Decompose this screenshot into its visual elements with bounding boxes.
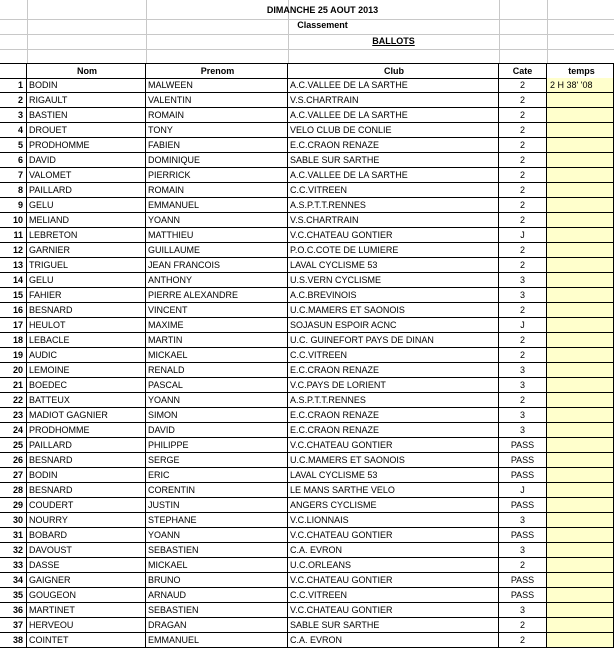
nom-cell: BASTIEN xyxy=(27,108,146,123)
cate-cell: PASS xyxy=(499,453,547,468)
nom-cell: HEULOT xyxy=(27,318,146,333)
club-cell: E.C.CRAON RENAZE xyxy=(288,408,499,423)
temps-cell xyxy=(547,528,614,543)
cate-cell: 2 xyxy=(499,153,547,168)
cate-cell: 2 xyxy=(499,303,547,318)
cate-cell: 2 xyxy=(499,123,547,138)
prenom-cell: ERIC xyxy=(146,468,288,483)
rank-cell: 38 xyxy=(0,633,27,648)
prenom-cell: TONY xyxy=(146,123,288,138)
prenom-cell: ROMAIN xyxy=(146,108,288,123)
temps-cell xyxy=(547,138,614,153)
prenom-cell: MARTIN xyxy=(146,333,288,348)
rank-cell: 13 xyxy=(0,258,27,273)
club-cell: A.C.BREVINOIS xyxy=(288,288,499,303)
nom-cell: LEBACLE xyxy=(27,333,146,348)
club-cell: C.A. EVRON xyxy=(288,633,499,648)
club-cell: P.O.C.COTE DE LUMIERE xyxy=(288,243,499,258)
prenom-cell: EMMANUEL xyxy=(146,633,288,648)
temps-cell xyxy=(547,423,614,438)
club-cell: V.C.CHATEAU GONTIER xyxy=(288,528,499,543)
sheet-subtitle: Classement xyxy=(297,20,348,30)
prenom-cell: BRUNO xyxy=(146,573,288,588)
table-row xyxy=(0,483,614,498)
grid-line xyxy=(0,34,614,35)
temps-cell xyxy=(547,288,614,303)
temps-cell xyxy=(547,243,614,258)
rank-cell: 37 xyxy=(0,618,27,633)
club-cell: SOJASUN ESPOIR ACNC xyxy=(288,318,499,333)
table-row xyxy=(0,558,614,573)
prenom-cell: VALENTIN xyxy=(146,93,288,108)
temps-cell xyxy=(547,603,614,618)
temps-cell xyxy=(547,318,614,333)
nom-cell: PAILLARD xyxy=(27,438,146,453)
prenom-cell: MALWEEN xyxy=(146,78,288,93)
club-cell: ANGERS CYCLISME xyxy=(288,498,499,513)
temps-cell xyxy=(547,183,614,198)
table-row xyxy=(0,213,614,228)
nom-cell: GARNIER xyxy=(27,243,146,258)
table-row xyxy=(0,153,614,168)
prenom-cell: ARNAUD xyxy=(146,588,288,603)
cate-cell: 2 xyxy=(499,558,547,573)
club-cell: LAVAL CYCLISME 53 xyxy=(288,468,499,483)
table-row xyxy=(0,423,614,438)
rank-cell: 9 xyxy=(0,198,27,213)
nom-cell: DAVOUST xyxy=(27,543,146,558)
prenom-cell: SERGE xyxy=(146,453,288,468)
club-cell: U.C.MAMERS ET SAONOIS xyxy=(288,453,499,468)
cate-cell: J xyxy=(499,228,547,243)
rank-cell: 30 xyxy=(0,513,27,528)
club-cell: C.C.VITREEN xyxy=(288,348,499,363)
club-cell: V.C.LIONNAIS xyxy=(288,513,499,528)
cate-cell: 2 xyxy=(499,243,547,258)
rank-cell: 16 xyxy=(0,303,27,318)
table-row xyxy=(0,273,614,288)
temps-cell xyxy=(547,438,614,453)
cate-cell: 3 xyxy=(499,513,547,528)
rank-cell: 3 xyxy=(0,108,27,123)
table-row xyxy=(0,78,614,93)
table-row xyxy=(0,288,614,303)
temps-cell xyxy=(547,198,614,213)
cate-cell: PASS xyxy=(499,438,547,453)
rank-cell: 12 xyxy=(0,243,27,258)
rank-cell: 6 xyxy=(0,153,27,168)
cate-cell: 3 xyxy=(499,408,547,423)
rank-cell: 34 xyxy=(0,573,27,588)
rank-cell: 25 xyxy=(0,438,27,453)
temps-cell xyxy=(547,108,614,123)
table-row xyxy=(0,228,614,243)
temps-cell xyxy=(547,573,614,588)
temps-cell xyxy=(547,153,614,168)
grid-line xyxy=(27,0,28,63)
rank-cell: 10 xyxy=(0,213,27,228)
prenom-cell: ANTHONY xyxy=(146,273,288,288)
prenom-cell: MATTHIEU xyxy=(146,228,288,243)
rank-cell: 15 xyxy=(0,288,27,303)
table-row xyxy=(0,603,614,618)
cate-cell: 2 xyxy=(499,633,547,648)
club-cell: SABLE SUR SARTHE xyxy=(288,153,499,168)
nom-cell: NOURRY xyxy=(27,513,146,528)
rank-header xyxy=(0,64,27,79)
nom-cell: PRODHOMME xyxy=(27,138,146,153)
table-row xyxy=(0,588,614,603)
cate-cell: 2 xyxy=(499,108,547,123)
rank-cell: 28 xyxy=(0,483,27,498)
table-row xyxy=(0,303,614,318)
cate-header: Cate xyxy=(499,64,547,79)
club-cell: V.C.CHATEAU GONTIER xyxy=(288,603,499,618)
temps-cell xyxy=(547,378,614,393)
temps-cell xyxy=(547,513,614,528)
grid-line xyxy=(499,0,500,63)
club-cell: A.S.P.T.T.RENNES xyxy=(288,393,499,408)
nom-cell: COUDERT xyxy=(27,498,146,513)
cate-cell: PASS xyxy=(499,468,547,483)
temps-cell xyxy=(547,393,614,408)
rank-cell: 5 xyxy=(0,138,27,153)
club-cell: SABLE SUR SARTHE xyxy=(288,618,499,633)
cate-cell: 3 xyxy=(499,543,547,558)
prenom-cell: GUILLAUME xyxy=(146,243,288,258)
table-row xyxy=(0,198,614,213)
club-cell: LAVAL CYCLISME 53 xyxy=(288,258,499,273)
cate-cell: J xyxy=(499,483,547,498)
nom-cell: LEMOINE xyxy=(27,363,146,378)
table-row xyxy=(0,123,614,138)
club-cell: V.C.CHATEAU GONTIER xyxy=(288,438,499,453)
rank-cell: 11 xyxy=(0,228,27,243)
rank-cell: 7 xyxy=(0,168,27,183)
nom-cell: BOBARD xyxy=(27,528,146,543)
rank-cell: 20 xyxy=(0,363,27,378)
cate-cell: PASS xyxy=(499,528,547,543)
table-row xyxy=(0,93,614,108)
nom-cell: GELU xyxy=(27,273,146,288)
club-cell: E.C.CRAON RENAZE xyxy=(288,138,499,153)
nom-cell: DASSE xyxy=(27,558,146,573)
prenom-cell: VINCENT xyxy=(146,303,288,318)
table-row xyxy=(0,108,614,123)
temps-cell xyxy=(547,303,614,318)
nom-cell: BODIN xyxy=(27,78,146,93)
cate-cell: 3 xyxy=(499,273,547,288)
prenom-cell: MICKAEL xyxy=(146,558,288,573)
table-row xyxy=(0,333,614,348)
nom-cell: COINTET xyxy=(27,633,146,648)
prenom-cell: YOANN xyxy=(146,393,288,408)
nom-cell: BODIN xyxy=(27,468,146,483)
table-row xyxy=(0,393,614,408)
nom-cell: TRIGUEL xyxy=(27,258,146,273)
rank-cell: 36 xyxy=(0,603,27,618)
prenom-cell: PHILIPPE xyxy=(146,438,288,453)
rank-cell: 19 xyxy=(0,348,27,363)
cate-cell: 2 xyxy=(499,348,547,363)
prenom-cell: SEBASTIEN xyxy=(146,543,288,558)
table-row xyxy=(0,498,614,513)
cate-cell: 2 xyxy=(499,198,547,213)
club-cell: C.A. EVRON xyxy=(288,543,499,558)
nom-cell: MELIAND xyxy=(27,213,146,228)
club-cell: U.S.VERN CYCLISME xyxy=(288,273,499,288)
table-row xyxy=(0,513,614,528)
rank-cell: 4 xyxy=(0,123,27,138)
temps-header: temps xyxy=(547,64,614,79)
cate-cell: 2 xyxy=(499,258,547,273)
table-row xyxy=(0,633,614,648)
table-row xyxy=(0,468,614,483)
club-cell: A.C.VALLEE DE LA SARTHE xyxy=(288,78,499,93)
prenom-cell: JUSTIN xyxy=(146,498,288,513)
club-cell: LE MANS SARTHE VELO xyxy=(288,483,499,498)
rank-cell: 32 xyxy=(0,543,27,558)
nom-cell: PRODHOMME xyxy=(27,423,146,438)
nom-cell: RIGAULT xyxy=(27,93,146,108)
temps-cell xyxy=(547,633,614,648)
club-cell: C.C.VITREEN xyxy=(288,588,499,603)
rank-cell: 21 xyxy=(0,378,27,393)
table-row xyxy=(0,408,614,423)
table-header xyxy=(0,63,614,79)
club-cell: V.S.CHARTRAIN xyxy=(288,93,499,108)
table-row xyxy=(0,168,614,183)
prenom-cell: PIERRICK xyxy=(146,168,288,183)
cate-cell: 2 xyxy=(499,213,547,228)
table-row xyxy=(0,573,614,588)
cate-cell: 2 xyxy=(499,183,547,198)
prenom-cell: DOMINIQUE xyxy=(146,153,288,168)
cate-cell: 3 xyxy=(499,288,547,303)
event-date: DIMANCHE 25 AOUT 2013 xyxy=(266,5,379,15)
prenom-cell: YOANN xyxy=(146,213,288,228)
club-cell: V.C.CHATEAU GONTIER xyxy=(288,573,499,588)
temps-cell: 2 H 38' '08 xyxy=(547,78,614,93)
nom-cell: LEBRETON xyxy=(27,228,146,243)
cate-cell: 2 xyxy=(499,618,547,633)
temps-cell xyxy=(547,348,614,363)
temps-cell xyxy=(547,543,614,558)
nom-cell: FAHIER xyxy=(27,288,146,303)
prenom-cell: STEPHANE xyxy=(146,513,288,528)
club-cell: U.C.ORLEANS xyxy=(288,558,499,573)
cate-cell: 3 xyxy=(499,363,547,378)
nom-cell: MARTINET xyxy=(27,603,146,618)
cate-cell: 2 xyxy=(499,93,547,108)
club-cell: A.C.VALLEE DE LA SARTHE xyxy=(288,108,499,123)
club-cell: U.C. GUINEFORT PAYS DE DINAN xyxy=(288,333,499,348)
temps-cell xyxy=(547,453,614,468)
table-row xyxy=(0,543,614,558)
club-header: Club xyxy=(288,64,499,79)
prenom-cell: FABIEN xyxy=(146,138,288,153)
prenom-cell: MAXIME xyxy=(146,318,288,333)
table-row xyxy=(0,183,614,198)
rank-cell: 24 xyxy=(0,423,27,438)
club-cell: V.C.CHATEAU GONTIER xyxy=(288,228,499,243)
nom-cell: BESNARD xyxy=(27,303,146,318)
nom-cell: GELU xyxy=(27,198,146,213)
table-row xyxy=(0,348,614,363)
club-cell: A.C.VALLEE DE LA SARTHE xyxy=(288,168,499,183)
temps-cell xyxy=(547,558,614,573)
temps-cell xyxy=(547,258,614,273)
club-cell: V.S.CHARTRAIN xyxy=(288,213,499,228)
nom-cell: BATTEUX xyxy=(27,393,146,408)
nom-cell: BESNARD xyxy=(27,453,146,468)
temps-cell xyxy=(547,363,614,378)
cate-cell: PASS xyxy=(499,588,547,603)
prenom-cell: DRAGAN xyxy=(146,618,288,633)
nom-cell: BESNARD xyxy=(27,483,146,498)
nom-cell: HERVEOU xyxy=(27,618,146,633)
rank-cell: 26 xyxy=(0,453,27,468)
rank-cell: 35 xyxy=(0,588,27,603)
rank-cell: 2 xyxy=(0,93,27,108)
nom-header: Nom xyxy=(27,64,146,79)
cate-cell: J xyxy=(499,318,547,333)
nom-cell: DAVID xyxy=(27,153,146,168)
club-cell: V.C.PAYS DE LORIENT xyxy=(288,378,499,393)
table-row xyxy=(0,528,614,543)
table-row xyxy=(0,438,614,453)
table-row xyxy=(0,378,614,393)
temps-cell xyxy=(547,588,614,603)
temps-cell xyxy=(547,333,614,348)
prenom-cell: DAVID xyxy=(146,423,288,438)
table-row xyxy=(0,138,614,153)
table-row xyxy=(0,618,614,633)
prenom-cell: RENALD xyxy=(146,363,288,378)
nom-cell: DROUET xyxy=(27,123,146,138)
cate-cell: 3 xyxy=(499,603,547,618)
nom-cell: BOEDEC xyxy=(27,378,146,393)
temps-cell xyxy=(547,273,614,288)
club-cell: A.S.P.T.T.RENNES xyxy=(288,198,499,213)
cate-cell: PASS xyxy=(499,573,547,588)
rank-cell: 31 xyxy=(0,528,27,543)
nom-cell: VALOMET xyxy=(27,168,146,183)
temps-cell xyxy=(547,123,614,138)
prenom-cell: SIMON xyxy=(146,408,288,423)
rank-cell: 22 xyxy=(0,393,27,408)
rank-cell: 33 xyxy=(0,558,27,573)
cate-cell: 2 xyxy=(499,168,547,183)
table-row xyxy=(0,243,614,258)
prenom-cell: YOANN xyxy=(146,528,288,543)
prenom-cell: SEBASTIEN xyxy=(146,603,288,618)
cate-cell: 3 xyxy=(499,378,547,393)
rank-cell: 18 xyxy=(0,333,27,348)
prenom-cell: MICKAEL xyxy=(146,348,288,363)
prenom-cell: PIERRE ALEXANDRE xyxy=(146,288,288,303)
temps-cell xyxy=(547,618,614,633)
rank-cell: 14 xyxy=(0,273,27,288)
temps-cell xyxy=(547,168,614,183)
grid-line xyxy=(547,0,548,63)
club-cell: E.C.CRAON RENAZE xyxy=(288,363,499,378)
event-location: BALLOTS xyxy=(372,36,415,46)
nom-cell: GAIGNER xyxy=(27,573,146,588)
table-row xyxy=(0,318,614,333)
cate-cell: 2 xyxy=(499,333,547,348)
cate-cell: 2 xyxy=(499,393,547,408)
nom-cell: PAILLARD xyxy=(27,183,146,198)
prenom-cell: JEAN FRANCOIS xyxy=(146,258,288,273)
rank-cell: 1 xyxy=(0,78,27,93)
temps-cell xyxy=(547,228,614,243)
nom-cell: GOUGEON xyxy=(27,588,146,603)
prenom-header: Prenom xyxy=(146,64,288,79)
prenom-cell: ROMAIN xyxy=(146,183,288,198)
rank-cell: 17 xyxy=(0,318,27,333)
club-cell: E.C.CRAON RENAZE xyxy=(288,423,499,438)
cate-cell: 2 xyxy=(499,78,547,93)
temps-cell xyxy=(547,93,614,108)
rank-cell: 8 xyxy=(0,183,27,198)
nom-cell: AUDIC xyxy=(27,348,146,363)
grid-line xyxy=(0,49,614,50)
cate-cell: 3 xyxy=(499,423,547,438)
nom-cell: MADIOT GAGNIER xyxy=(27,408,146,423)
table-row xyxy=(0,453,614,468)
temps-cell xyxy=(547,213,614,228)
temps-cell xyxy=(547,498,614,513)
temps-cell xyxy=(547,483,614,498)
rank-cell: 27 xyxy=(0,468,27,483)
temps-cell xyxy=(547,408,614,423)
prenom-cell: PASCAL xyxy=(146,378,288,393)
prenom-cell: EMMANUEL xyxy=(146,198,288,213)
cate-cell: 2 xyxy=(499,138,547,153)
club-cell: U.C.MAMERS ET SAONOIS xyxy=(288,303,499,318)
table-row xyxy=(0,258,614,273)
club-cell: C.C.VITREEN xyxy=(288,183,499,198)
prenom-cell: CORENTIN xyxy=(146,483,288,498)
club-cell: VELO CLUB DE CONLIE xyxy=(288,123,499,138)
rank-cell: 29 xyxy=(0,498,27,513)
table-row xyxy=(0,363,614,378)
rank-cell: 23 xyxy=(0,408,27,423)
temps-cell xyxy=(547,468,614,483)
cate-cell: PASS xyxy=(499,498,547,513)
